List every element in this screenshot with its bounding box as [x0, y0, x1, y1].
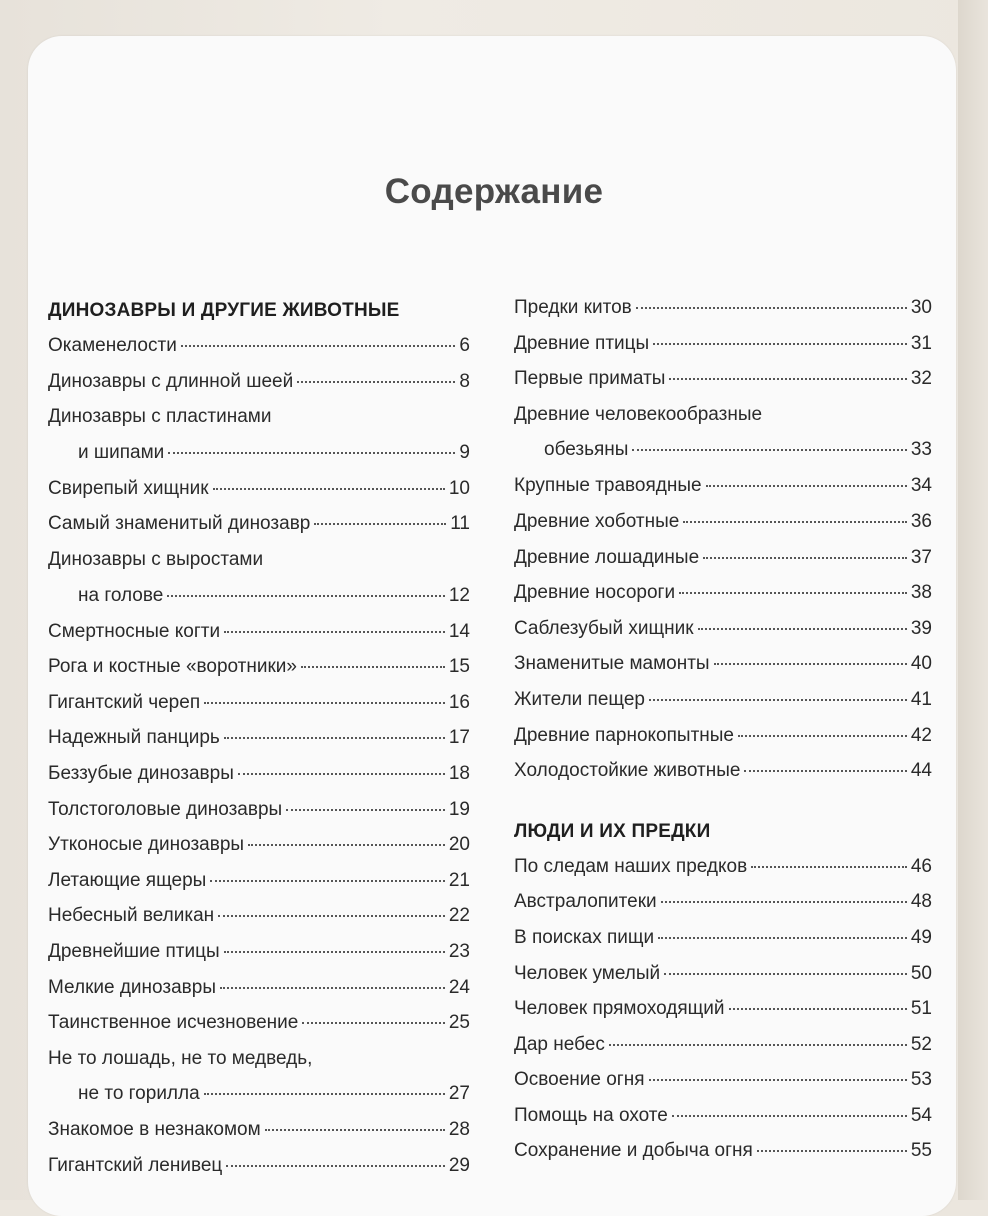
toc-entry[interactable] [514, 290, 932, 326]
toc-entry-title: и шипами [78, 441, 165, 463]
toc-entry-title: Небесный великан [48, 905, 215, 927]
leader-dots [220, 987, 445, 989]
toc-entry-page: 19 [448, 798, 470, 820]
toc-right-column [514, 290, 932, 1169]
toc-entry-title: Жители пещер [514, 688, 645, 710]
leader-dots [703, 557, 907, 559]
toc-entry[interactable] [514, 682, 932, 718]
toc-entry-title: Человек умелый [514, 962, 661, 984]
toc-entry-page: 38 [910, 582, 932, 604]
toc-entry-title: Надежный панцирь [48, 727, 220, 749]
leader-dots [661, 901, 907, 903]
toc-entry-page: 27 [448, 1083, 470, 1105]
toc-entry[interactable] [514, 1027, 932, 1063]
leader-dots [706, 485, 907, 487]
leader-dots [181, 345, 456, 347]
toc-entry-title: Древние хоботные [514, 510, 680, 532]
toc-entry[interactable] [514, 849, 932, 885]
toc-entry[interactable] [48, 898, 470, 934]
toc-entry-title: Свирепый хищник [48, 477, 209, 499]
leader-dots [204, 702, 445, 704]
toc-entry-page: 55 [910, 1140, 932, 1162]
leader-dots [632, 449, 906, 451]
toc-entry-title: Утконосые динозавры [48, 834, 245, 856]
toc-entry-page: 24 [448, 976, 470, 998]
leader-dots [297, 381, 455, 383]
toc-entry-title: на голове [78, 584, 164, 606]
toc-entry[interactable] [48, 1112, 470, 1148]
leader-dots [265, 1129, 445, 1131]
leader-dots [636, 307, 907, 309]
toc-entry-page: 18 [448, 762, 470, 784]
toc-entry-title: Знакомое в незнакомом [48, 1119, 261, 1141]
toc-entry[interactable] [48, 435, 470, 471]
toc-entry-title: Древние парнокопытные [514, 724, 734, 746]
toc-entry[interactable] [48, 578, 470, 614]
toc-entry-title: Помощь на охоте [514, 1104, 668, 1126]
toc-entry-page: 25 [448, 1012, 470, 1034]
toc-entry-page: 41 [910, 688, 932, 710]
toc-entry-title-line1[interactable]: Древние человекообразные [514, 403, 763, 425]
toc-entry-page: 31 [910, 332, 932, 354]
toc-entry-title: Австралопитеки [514, 891, 657, 913]
toc-entry[interactable] [48, 685, 470, 721]
toc-entry[interactable] [514, 956, 932, 992]
toc-entry[interactable] [48, 328, 470, 364]
toc-entry[interactable] [514, 611, 932, 647]
toc-entry-page: 34 [910, 475, 932, 497]
toc-entry[interactable] [514, 326, 932, 362]
toc-entry-title: Древние носороги [514, 582, 676, 604]
toc-entry-title: Саблезубый хищник [514, 617, 694, 639]
toc-entry-page: 11 [450, 513, 470, 535]
toc-entry-page: 32 [910, 368, 932, 390]
toc-entry[interactable] [514, 540, 932, 576]
leader-dots [649, 1079, 907, 1081]
section-spacer [514, 789, 932, 815]
toc-entry-title: Сохранение и добыча огня [514, 1140, 753, 1162]
leader-dots [210, 880, 445, 882]
toc-entry-title: Летающие ящеры [48, 869, 207, 891]
toc-entry-page: 29 [448, 1154, 470, 1176]
toc-entry[interactable] [514, 884, 932, 920]
toc-entry-page: 52 [910, 1033, 932, 1055]
leader-dots [218, 915, 445, 917]
section-title-humans: ЛЮДИ И ИХ ПРЕДКИ [514, 820, 711, 842]
toc-entry-page: 33 [910, 439, 932, 461]
toc-entry-title: обезьяны [544, 439, 629, 461]
toc-entry[interactable] [48, 471, 470, 507]
toc-entry-page: 49 [910, 926, 932, 948]
toc-entry[interactable] [514, 920, 932, 956]
toc-entry-title: Окаменелости [48, 335, 177, 356]
toc-entry[interactable] [48, 1076, 470, 1112]
toc-entry-title-line1[interactable]: Не то лошадь, не то медведь, [48, 1047, 313, 1069]
leader-dots [224, 631, 445, 633]
toc-entry[interactable] [48, 756, 470, 792]
page-title: Содержание [384, 172, 604, 211]
toc-entry-page: 51 [910, 998, 932, 1020]
toc-entry-page: 16 [448, 691, 470, 713]
toc-entry-title: Рога и костные «воротники» [48, 656, 297, 678]
toc-entry-title: Холодостойкие животные [514, 760, 741, 782]
toc-entry[interactable] [514, 468, 932, 504]
leader-dots [213, 488, 445, 490]
toc-entry[interactable] [48, 934, 470, 970]
leader-dots [609, 1044, 907, 1046]
toc-entry[interactable] [514, 646, 932, 682]
toc-entry[interactable] [514, 1062, 932, 1098]
toc-entry-page: 50 [910, 962, 932, 984]
toc-entry-title: Самый знаменитый динозавр [48, 513, 311, 535]
toc-entry[interactable] [514, 575, 932, 611]
leader-dots [238, 773, 445, 775]
leader-dots [698, 628, 907, 630]
toc-entry-title: Толстоголовые динозавры [48, 798, 283, 820]
toc-entry-page: 20 [448, 834, 470, 856]
toc-entry[interactable] [48, 506, 470, 542]
toc-entry-title: не то горилла [78, 1083, 200, 1105]
toc-entry[interactable] [514, 504, 932, 540]
toc-entry-title: Освоение огня [514, 1069, 645, 1091]
toc-entry-page: 23 [448, 940, 470, 962]
toc-entry-title: Предки китов [514, 297, 632, 318]
toc-entry-page: 37 [910, 546, 932, 568]
toc-entry-title: Беззубые динозавры [48, 762, 234, 784]
leader-dots [669, 378, 906, 380]
toc-entry[interactable] [514, 753, 932, 789]
toc-entry[interactable] [514, 361, 932, 397]
leader-dots [248, 844, 445, 846]
toc-entry-page: 9 [459, 441, 470, 463]
toc-entry-page: 40 [910, 653, 932, 675]
toc-entry-title: Древнейшие птицы [48, 940, 220, 962]
leader-dots [744, 770, 906, 772]
toc-entry[interactable] [48, 614, 470, 650]
toc-entry-title: Знаменитые мамонты [514, 653, 710, 675]
toc-entry[interactable] [514, 432, 932, 468]
toc-left-column [48, 294, 470, 1183]
leader-dots [714, 663, 907, 665]
toc-entry-page: 44 [910, 760, 932, 782]
toc-entry-title: Смертносные когти [48, 620, 221, 642]
toc-entry-title: Древние лошадиные [514, 546, 700, 568]
toc-entry[interactable] [48, 1005, 470, 1041]
toc-entry-title: Древние птицы [514, 332, 650, 354]
leader-dots [168, 452, 455, 454]
leader-dots [658, 937, 907, 939]
leader-dots [314, 523, 446, 525]
toc-entry-title-line1[interactable]: Динозавры с пластинами [48, 406, 272, 428]
leader-dots [167, 595, 445, 597]
toc-entry-title: В поисках пищи [514, 926, 655, 948]
toc-entry-page: 17 [448, 727, 470, 749]
leader-dots [683, 521, 907, 523]
toc-entry-title: По следам наших предков [514, 855, 748, 877]
toc-entry-title: Гигантский ленивец [48, 1154, 223, 1176]
toc-entry[interactable] [514, 1133, 932, 1169]
toc-entry-title: Дар небес [514, 1033, 605, 1055]
leader-dots [226, 1165, 445, 1167]
toc-entry[interactable] [48, 863, 470, 899]
toc-entry-page: 12 [448, 584, 470, 606]
toc-entry-page: 22 [448, 905, 470, 927]
leader-dots [649, 699, 907, 701]
toc-entry[interactable] [514, 1098, 932, 1134]
leader-dots [301, 666, 445, 668]
toc-entry[interactable] [48, 827, 470, 863]
leader-dots [738, 735, 907, 737]
toc-entry[interactable] [48, 364, 470, 400]
toc-entry[interactable] [514, 991, 932, 1027]
toc-entry-page: 48 [910, 891, 932, 913]
toc-entry-title: Таинственное исчезновение [48, 1012, 299, 1034]
toc-entry[interactable] [514, 718, 932, 754]
toc-entry-page: 30 [910, 297, 932, 318]
toc-entry[interactable] [48, 649, 470, 685]
toc-entry-page: 10 [448, 477, 470, 499]
leader-dots [224, 951, 445, 953]
toc-entry-page: 53 [910, 1069, 932, 1091]
leader-dots [664, 973, 907, 975]
toc-entry-page: 14 [448, 620, 470, 642]
toc-entry-page: 54 [910, 1104, 932, 1126]
toc-entry-page: 39 [910, 617, 932, 639]
leader-dots [204, 1093, 445, 1095]
leader-dots [729, 1008, 907, 1010]
leader-dots [286, 809, 445, 811]
toc-entry[interactable] [48, 792, 470, 828]
toc-entry-page: 8 [459, 370, 470, 392]
toc-entry-title: Первые приматы [514, 368, 666, 390]
toc-entry[interactable] [48, 720, 470, 756]
toc-entry-title-line1[interactable]: Динозавры с выростами [48, 548, 264, 570]
toc-entry[interactable] [48, 1148, 470, 1184]
leader-dots [751, 866, 907, 868]
toc-entry-page: 6 [459, 335, 470, 356]
leader-dots [672, 1115, 907, 1117]
leader-dots [224, 737, 445, 739]
toc-entry-page: 42 [910, 724, 932, 746]
leader-dots [679, 592, 907, 594]
toc-entry-title: Человек прямоходящий [514, 998, 725, 1020]
toc-entry-title: Гигантский череп [48, 691, 201, 713]
toc-entry-title: Динозавры с длинной шеей [48, 370, 294, 392]
toc-entry-page: 15 [448, 656, 470, 678]
toc-entry[interactable] [48, 970, 470, 1006]
toc-entry-page: 21 [448, 869, 470, 891]
toc-entry-page: 46 [910, 855, 932, 877]
leader-dots [302, 1022, 445, 1024]
toc-entry-title: Крупные травоядные [514, 475, 702, 497]
leader-dots [757, 1150, 907, 1152]
leader-dots [653, 343, 907, 345]
toc-entry-page: 28 [448, 1119, 470, 1141]
toc-entry-page: 36 [910, 510, 932, 532]
section-title-dinosaurs: ДИНОЗАВРЫ И ДРУГИЕ ЖИВОТНЫЕ [48, 300, 400, 321]
toc-entry-title: Мелкие динозавры [48, 976, 216, 998]
